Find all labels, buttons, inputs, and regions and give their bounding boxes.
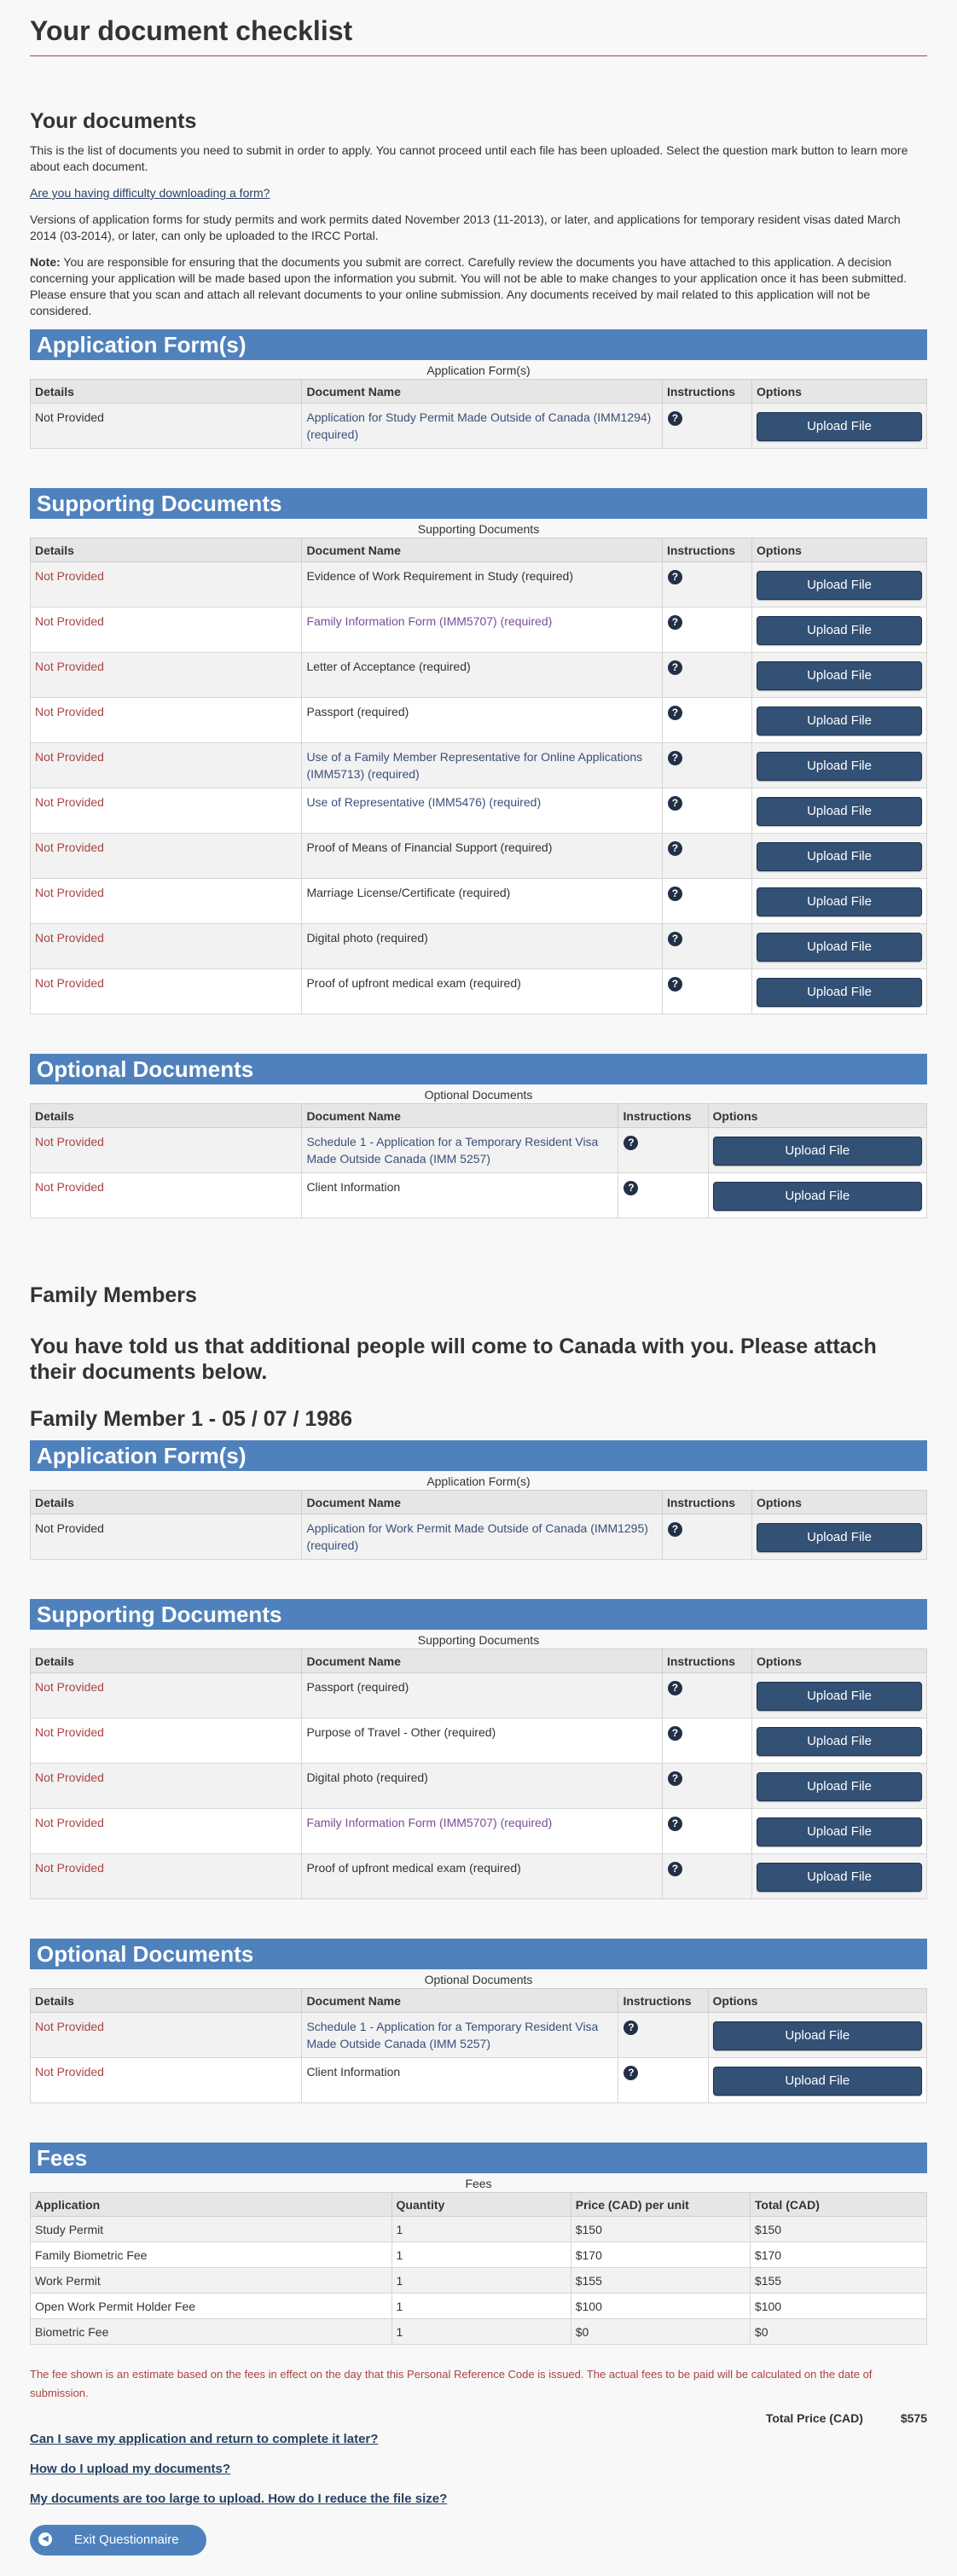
status-text: Not Provided xyxy=(31,1673,302,1718)
table-row xyxy=(31,1173,927,1218)
your-documents-heading: Your documents xyxy=(30,109,197,133)
col-price: Price (CAD) per unit xyxy=(571,2193,750,2217)
total-price-label: Total Price (CAD) xyxy=(765,2411,863,2425)
document-name: Passport (required) xyxy=(302,1673,663,1718)
document-link[interactable]: Use of a Family Member Representative for Online Applications (IMM5713) (required) xyxy=(306,750,643,781)
section-bar: Supporting Documents xyxy=(30,488,927,519)
col-application: Application xyxy=(31,2193,392,2217)
upload-file-button[interactable]: Upload File xyxy=(757,1772,922,1801)
col-options: Options xyxy=(752,538,927,562)
help-icon[interactable]: ? xyxy=(668,887,682,901)
documents-table xyxy=(30,1649,927,1899)
how-to-upload-link[interactable]: How do I upload my documents? xyxy=(30,2462,231,2476)
help-icon[interactable]: ? xyxy=(668,977,682,991)
fee-price: $155 xyxy=(571,2268,750,2294)
upload-file-button[interactable]: Upload File xyxy=(757,707,922,736)
help-icon[interactable]: ? xyxy=(668,1681,682,1695)
document-name: Purpose of Travel - Other (required) xyxy=(302,1718,663,1764)
fee-total: $170 xyxy=(750,2242,926,2268)
fee-application: Study Permit xyxy=(31,2217,392,2242)
table-row xyxy=(31,404,927,449)
document-name: Proof of Means of Financial Support (required) xyxy=(302,834,663,879)
help-icon[interactable]: ? xyxy=(668,411,682,426)
help-icon[interactable]: ? xyxy=(668,751,682,765)
documents-table xyxy=(30,538,927,1015)
note-label: Note: xyxy=(30,255,61,269)
upload-file-button[interactable]: Upload File xyxy=(757,887,922,916)
exit-questionnaire-label: Exit Questionnaire xyxy=(74,2532,179,2547)
col-details: Details xyxy=(31,1989,302,2013)
table-caption: Supporting Documents xyxy=(417,522,540,536)
section-bar: Fees xyxy=(30,2143,927,2173)
status-text: Not Provided xyxy=(31,1764,302,1809)
fee-quantity: 1 xyxy=(392,2242,571,2268)
col-details: Details xyxy=(31,1491,302,1515)
document-link[interactable]: Family Information Form (IMM5707) (required) xyxy=(306,614,553,628)
section-bar: Optional Documents xyxy=(30,1054,927,1084)
fee-total: $100 xyxy=(750,2294,926,2319)
fee-total: $0 xyxy=(750,2319,926,2345)
family-members-note: You have told us that additional people will come to Canada with you. Please attach their documents below. xyxy=(30,1335,877,1384)
status-text: Not Provided xyxy=(31,562,302,608)
fee-price: $170 xyxy=(571,2242,750,2268)
help-icon[interactable]: ? xyxy=(668,1771,682,1786)
table-row xyxy=(31,562,927,608)
col-instructions: Instructions xyxy=(662,538,751,562)
note-paragraph xyxy=(30,254,927,319)
col-details: Details xyxy=(31,1104,302,1128)
status-text: Not Provided xyxy=(31,1809,302,1854)
col-total: Total (CAD) xyxy=(750,2193,926,2217)
fee-total: $150 xyxy=(750,2217,926,2242)
section-bar: Optional Documents xyxy=(30,1939,927,1969)
document-name: Evidence of Work Requirement in Study (required) xyxy=(302,562,663,608)
arrow-left-icon: ◀ xyxy=(38,2532,52,2546)
col-instructions: Instructions xyxy=(662,1491,751,1515)
family-forms-section xyxy=(30,1440,927,1560)
document-link[interactable]: Schedule 1 - Application for a Temporary Resident Visa Made Outside Canada (IMM 5257) xyxy=(306,2020,599,2050)
upload-file-button[interactable]: Upload File xyxy=(757,412,922,441)
document-name: Client Information xyxy=(302,1173,618,1218)
col-document: Document Name xyxy=(302,538,663,562)
col-details: Details xyxy=(31,1649,302,1673)
status-text: Not Provided xyxy=(31,743,302,788)
table-row xyxy=(31,743,927,788)
fee-quantity: 1 xyxy=(392,2294,571,2319)
fee-price: $150 xyxy=(571,2217,750,2242)
col-instructions: Instructions xyxy=(618,1989,708,2013)
status-text: Not Provided xyxy=(31,834,302,879)
table-caption: Application Form(s) xyxy=(426,1474,531,1488)
upload-file-button[interactable]: Upload File xyxy=(757,661,922,690)
document-name: Digital photo (required) xyxy=(302,924,663,969)
download-help-link[interactable]: Are you having difficulty downloading a form? xyxy=(30,186,270,200)
help-icon[interactable]: ? xyxy=(668,1817,682,1831)
col-details: Details xyxy=(31,380,302,404)
upload-file-button[interactable]: Upload File xyxy=(713,1182,922,1211)
documents-table xyxy=(30,1490,927,1560)
table-row xyxy=(31,608,927,653)
save-and-return-link[interactable]: Can I save my application and return to complete it later? xyxy=(30,2432,379,2446)
col-document: Document Name xyxy=(302,1649,663,1673)
table-caption: Fees xyxy=(465,2177,492,2190)
table-caption: Application Form(s) xyxy=(426,363,531,377)
col-document: Document Name xyxy=(302,380,663,404)
upload-file-button[interactable]: Upload File xyxy=(713,1137,922,1166)
col-instructions: Instructions xyxy=(662,380,751,404)
upload-file-button[interactable]: Upload File xyxy=(757,933,922,962)
col-document: Document Name xyxy=(302,1104,618,1128)
documents-table xyxy=(30,379,927,449)
status-text: Not Provided xyxy=(31,653,302,698)
help-icon[interactable]: ? xyxy=(624,2066,638,2080)
status-text: Not Provided xyxy=(31,1854,302,1899)
family-optional-section xyxy=(30,1939,927,2103)
help-icon[interactable]: ? xyxy=(668,1726,682,1741)
col-options: Options xyxy=(752,380,927,404)
family-members-heading: Family Members xyxy=(30,1283,197,1307)
status-text: Not Provided xyxy=(31,2058,302,2103)
fee-row xyxy=(31,2294,927,2319)
fees-section xyxy=(30,2143,927,2345)
applicant-optional-section xyxy=(30,1054,927,1218)
status-text: Not Provided xyxy=(31,608,302,653)
help-icon[interactable]: ? xyxy=(668,841,682,856)
fee-row xyxy=(31,2268,927,2294)
upload-file-button[interactable]: Upload File xyxy=(757,1817,922,1846)
help-icon[interactable]: ? xyxy=(668,932,682,946)
status-text: Not Provided xyxy=(31,698,302,743)
fee-row xyxy=(31,2319,927,2345)
help-icon[interactable]: ? xyxy=(668,660,682,675)
document-link[interactable]: Family Information Form (IMM5707) (required) xyxy=(306,1816,553,1829)
document-name: Proof of upfront medical exam (required) xyxy=(302,1854,663,1899)
section-bar: Supporting Documents xyxy=(30,1599,927,1630)
applicant-forms-section xyxy=(30,329,927,449)
upload-file-button[interactable]: Upload File xyxy=(757,571,922,600)
fees-table xyxy=(30,2192,927,2345)
help-icon[interactable]: ? xyxy=(624,1136,638,1150)
section-bar: Application Form(s) xyxy=(30,1440,927,1471)
document-name: Proof of upfront medical exam (required) xyxy=(302,969,663,1015)
table-caption: Optional Documents xyxy=(424,1973,533,1986)
status-text: Not Provided xyxy=(31,879,302,924)
status-text: Not Provided xyxy=(31,1718,302,1764)
upload-file-button[interactable]: Upload File xyxy=(757,797,922,826)
upload-file-button[interactable]: Upload File xyxy=(757,752,922,781)
note-text: You are responsible for ensuring that the documents you submit are correct. Carefully review the documents you have attached to this application. A decision concerning your application will be made based upon the information you submit. You will not be able to make changes to your application once it has been submitted. Please ensure that you scan and attach all relevant documents to your online submission. Any documents received by mail related to this application will not be considered. xyxy=(30,255,908,317)
upload-file-button[interactable]: Upload File xyxy=(757,842,922,871)
documents-table xyxy=(30,1103,927,1218)
upload-file-button[interactable]: Upload File xyxy=(757,1727,922,1756)
fee-application: Open Work Permit Holder Fee xyxy=(31,2294,392,2319)
help-icon[interactable]: ? xyxy=(668,706,682,720)
documents-table xyxy=(30,1988,927,2103)
table-row xyxy=(31,1128,927,1173)
help-icon[interactable]: ? xyxy=(668,570,682,584)
help-icon[interactable]: ? xyxy=(624,2021,638,2035)
col-options: Options xyxy=(708,1104,926,1128)
upload-file-button[interactable]: Upload File xyxy=(757,616,922,645)
fee-quantity: 1 xyxy=(392,2268,571,2294)
fee-row xyxy=(31,2217,927,2242)
help-icon[interactable]: ? xyxy=(624,1181,638,1195)
col-instructions: Instructions xyxy=(618,1104,708,1128)
upload-file-button[interactable]: Upload File xyxy=(757,1523,922,1552)
upload-file-button[interactable]: Upload File xyxy=(713,2021,922,2050)
table-row xyxy=(31,969,927,1015)
col-options: Options xyxy=(752,1649,927,1673)
document-name: Letter of Acceptance (required) xyxy=(302,653,663,698)
status-text: Not Provided xyxy=(31,1515,302,1560)
table-row xyxy=(31,2058,927,2103)
section-bar: Application Form(s) xyxy=(30,329,927,360)
versions-paragraph: Versions of application forms for study permits and work permits dated November 2013 (11-2013), or later, and applications for temporary resident visas dated March 2014 (03-2014), or later, can only be uploaded to the IRCC Portal. xyxy=(30,212,901,242)
exit-questionnaire-button[interactable] xyxy=(30,2525,206,2556)
table-row xyxy=(31,1718,927,1764)
status-text: Not Provided xyxy=(31,924,302,969)
upload-file-button[interactable]: Upload File xyxy=(757,978,922,1007)
fee-price: $100 xyxy=(571,2294,750,2319)
table-row xyxy=(31,788,927,834)
table-row xyxy=(31,834,927,879)
document-link[interactable]: Use of Representative (IMM5476) (required) xyxy=(306,795,542,809)
fee-estimate-note: The fee shown is an estimate based on the fees in effect on the day that this Personal Reference Code is issued. The actual fees to be paid will be calculated on the date of submission. xyxy=(30,2368,873,2399)
table-row xyxy=(31,1854,927,1899)
document-link[interactable]: Application for Study Permit Made Outside of Canada (IMM1294) (required) xyxy=(306,410,652,441)
fee-application: Family Biometric Fee xyxy=(31,2242,392,2268)
col-details: Details xyxy=(31,538,302,562)
status-text: Not Provided xyxy=(31,1128,302,1173)
document-name: Client Information xyxy=(302,2058,618,2103)
status-text: Not Provided xyxy=(31,404,302,449)
document-name: Marriage License/Certificate (required) xyxy=(302,879,663,924)
status-text: Not Provided xyxy=(31,1173,302,1218)
table-row xyxy=(31,924,927,969)
table-row xyxy=(31,1673,927,1718)
status-text: Not Provided xyxy=(31,969,302,1015)
table-row xyxy=(31,1809,927,1854)
fee-row xyxy=(31,2242,927,2268)
family-supporting-section xyxy=(30,1599,927,1899)
total-price-row xyxy=(30,2411,927,2425)
fee-application: Work Permit xyxy=(31,2268,392,2294)
table-caption: Optional Documents xyxy=(424,1088,533,1102)
col-instructions: Instructions xyxy=(662,1649,751,1673)
applicant-supporting-section xyxy=(30,488,927,1015)
status-text: Not Provided xyxy=(31,788,302,834)
fee-total: $155 xyxy=(750,2268,926,2294)
col-options: Options xyxy=(752,1491,927,1515)
document-name: Digital photo (required) xyxy=(302,1764,663,1809)
page-title: Your document checklist xyxy=(30,15,927,56)
status-text: Not Provided xyxy=(31,2013,302,2058)
col-options: Options xyxy=(708,1989,926,2013)
fee-quantity: 1 xyxy=(392,2217,571,2242)
document-name: Passport (required) xyxy=(302,698,663,743)
family-member-title: Family Member 1 - 05 / 07 / 1986 xyxy=(30,1407,352,1431)
document-link[interactable]: Application for Work Permit Made Outside of Canada (IMM1295) (required) xyxy=(306,1521,648,1552)
fee-application: Biometric Fee xyxy=(31,2319,392,2345)
table-row xyxy=(31,1764,927,1809)
table-row xyxy=(31,698,927,743)
upload-file-button[interactable]: Upload File xyxy=(757,1682,922,1711)
help-icon[interactable]: ? xyxy=(668,1862,682,1876)
reduce-file-size-link[interactable]: My documents are too large to upload. How do I reduce the file size? xyxy=(30,2492,448,2506)
table-row xyxy=(31,1515,927,1560)
table-caption: Supporting Documents xyxy=(417,1633,540,1647)
upload-file-button[interactable]: Upload File xyxy=(757,1863,922,1892)
help-icon[interactable]: ? xyxy=(668,1522,682,1537)
total-price-value: $575 xyxy=(900,2411,927,2425)
fee-price: $0 xyxy=(571,2319,750,2345)
col-document: Document Name xyxy=(302,1491,663,1515)
table-row xyxy=(31,653,927,698)
intro-paragraph: This is the list of documents you need to submit in order to apply. You cannot proceed until each file has been uploaded. Select the question mark button to learn more about each document. xyxy=(30,143,908,173)
upload-file-button[interactable]: Upload File xyxy=(713,2067,922,2096)
table-row xyxy=(31,2013,927,2058)
document-link[interactable]: Schedule 1 - Application for a Temporary Resident Visa Made Outside Canada (IMM 5257) xyxy=(306,1135,599,1166)
help-icon[interactable]: ? xyxy=(668,615,682,630)
help-icon[interactable]: ? xyxy=(668,796,682,811)
col-quantity: Quantity xyxy=(392,2193,571,2217)
fee-quantity: 1 xyxy=(392,2319,571,2345)
col-document: Document Name xyxy=(302,1989,618,2013)
table-row xyxy=(31,879,927,924)
